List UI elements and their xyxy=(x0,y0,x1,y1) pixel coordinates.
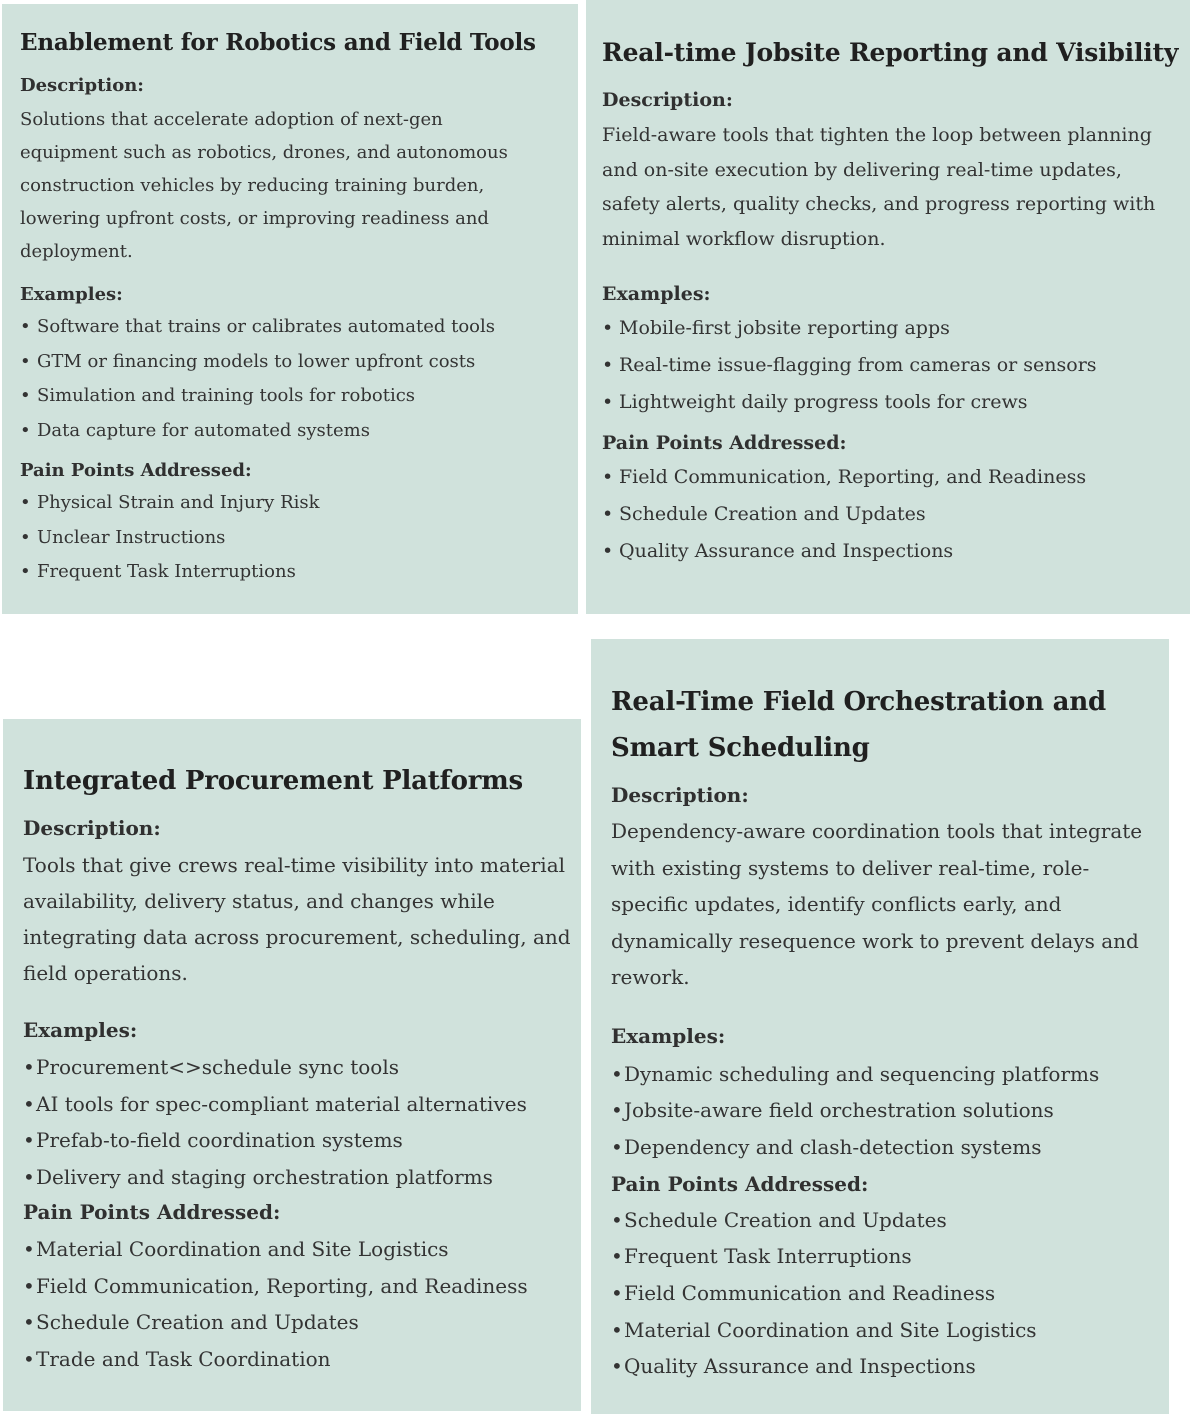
pain-points-label: Pain Points Addressed: xyxy=(611,1171,869,1196)
list-item: • Schedule Creation and Updates xyxy=(611,1202,1169,1239)
list-item: • Material Coordination and Site Logistics xyxy=(611,1312,1169,1349)
description-text: Field-aware tools that tighten the loop between planning and on-site execution by delivering real-time updates, safety alerts, quality checks, and progress reporting with minimal workflow disruption. xyxy=(602,124,1156,250)
list-item: • Trade and Task Coordination xyxy=(23,1341,581,1378)
list-item: • Procurement<>schedule sync tools xyxy=(23,1049,581,1086)
list-item: • Field Communication and Readiness xyxy=(611,1275,1169,1312)
examples-label: Examples: xyxy=(602,283,711,305)
examples-label: Examples: xyxy=(611,1023,726,1048)
list-item: • Mobile-first jobsite reporting apps xyxy=(602,310,1190,347)
list-item: • Data capture for automated systems xyxy=(20,414,578,449)
list-item: • Field Communication, Reporting, and Readiness xyxy=(23,1268,581,1305)
description-text: Solutions that accelerate adoption of next-gen equipment such as robotics, drones, and autonomous construction vehicles by reducing training burden, lowering upfront costs, or improving readiness and deployment. xyxy=(20,109,508,262)
list-item: • Software that trains or calibrates automated tools xyxy=(20,310,578,345)
list-item: • GTM or financing models to lower upfront costs xyxy=(20,345,578,380)
list-item: • Schedule Creation and Updates xyxy=(23,1304,581,1341)
card-robotics-field-tools xyxy=(2,4,578,614)
card-title: Enablement for Robotics and Field Tools xyxy=(20,29,536,56)
list-item: • Field Communication, Reporting, and Readiness xyxy=(602,459,1190,496)
list-item: • Delivery and staging orchestration platforms xyxy=(23,1159,581,1196)
list-item: • Quality Assurance and Inspections xyxy=(611,1348,1169,1385)
list-item: • Jobsite-aware field orchestration solutions xyxy=(611,1092,1169,1129)
description-text: Tools that give crews real-time visibility into material availability, delivery status, and changes while integrating data across procurement, scheduling, and field operations. xyxy=(23,853,571,985)
description-label: Description: xyxy=(20,75,144,96)
list-item: • Frequent Task Interruptions xyxy=(20,555,578,590)
pain-points-list xyxy=(20,486,578,590)
examples-list xyxy=(23,1049,581,1195)
list-item: • Dependency and clash-detection systems xyxy=(611,1129,1169,1166)
card-title: Real-time Jobsite Reporting and Visibility xyxy=(602,38,1179,67)
list-item: • Quality Assurance and Inspections xyxy=(602,533,1190,570)
list-item: • Frequent Task Interruptions xyxy=(611,1238,1169,1275)
card-title: Real-Time Field Orchestration and Smart Scheduling xyxy=(611,687,1107,763)
pain-points-label: Pain Points Addressed: xyxy=(602,432,847,454)
pain-points-list xyxy=(602,459,1190,570)
pain-points-label: Pain Points Addressed: xyxy=(20,460,252,481)
examples-list xyxy=(611,1056,1169,1166)
description-label: Description: xyxy=(23,816,161,840)
list-item: • Material Coordination and Site Logistics xyxy=(23,1231,581,1268)
examples-list xyxy=(602,310,1190,421)
card-title: Integrated Procurement Platforms xyxy=(23,766,523,796)
description-label: Description: xyxy=(611,783,749,807)
list-item: • Dynamic scheduling and sequencing platforms xyxy=(611,1056,1169,1093)
list-item: • Lightweight daily progress tools for crews xyxy=(602,384,1190,421)
list-item: • Schedule Creation and Updates xyxy=(602,496,1190,533)
pain-points-list xyxy=(23,1231,581,1377)
examples-label: Examples: xyxy=(23,1018,138,1042)
list-item: • Real-time issue-flagging from cameras or sensors xyxy=(602,347,1190,384)
card-jobsite-reporting xyxy=(586,0,1190,614)
card-procurement-platforms xyxy=(3,719,581,1411)
examples-label: Examples: xyxy=(20,284,123,305)
pain-points-list xyxy=(611,1202,1169,1386)
list-item: • Physical Strain and Injury Risk xyxy=(20,486,578,521)
list-item: • Prefab-to-field coordination systems xyxy=(23,1122,581,1159)
list-item: • Simulation and training tools for robotics xyxy=(20,379,578,414)
pain-points-label: Pain Points Addressed: xyxy=(23,1200,281,1224)
description-label: Description: xyxy=(602,89,733,111)
list-item: • Unclear Instructions xyxy=(20,521,578,556)
card-field-orchestration xyxy=(591,639,1169,1414)
list-item: • AI tools for spec-compliant material alternatives xyxy=(23,1086,581,1123)
examples-list xyxy=(20,310,578,448)
description-text: Dependency-aware coordination tools that integrate with existing systems to deliver real-time, role-specific updates, identify conflicts early, and dynamically resequence work to prevent delays and rework. xyxy=(611,819,1143,989)
